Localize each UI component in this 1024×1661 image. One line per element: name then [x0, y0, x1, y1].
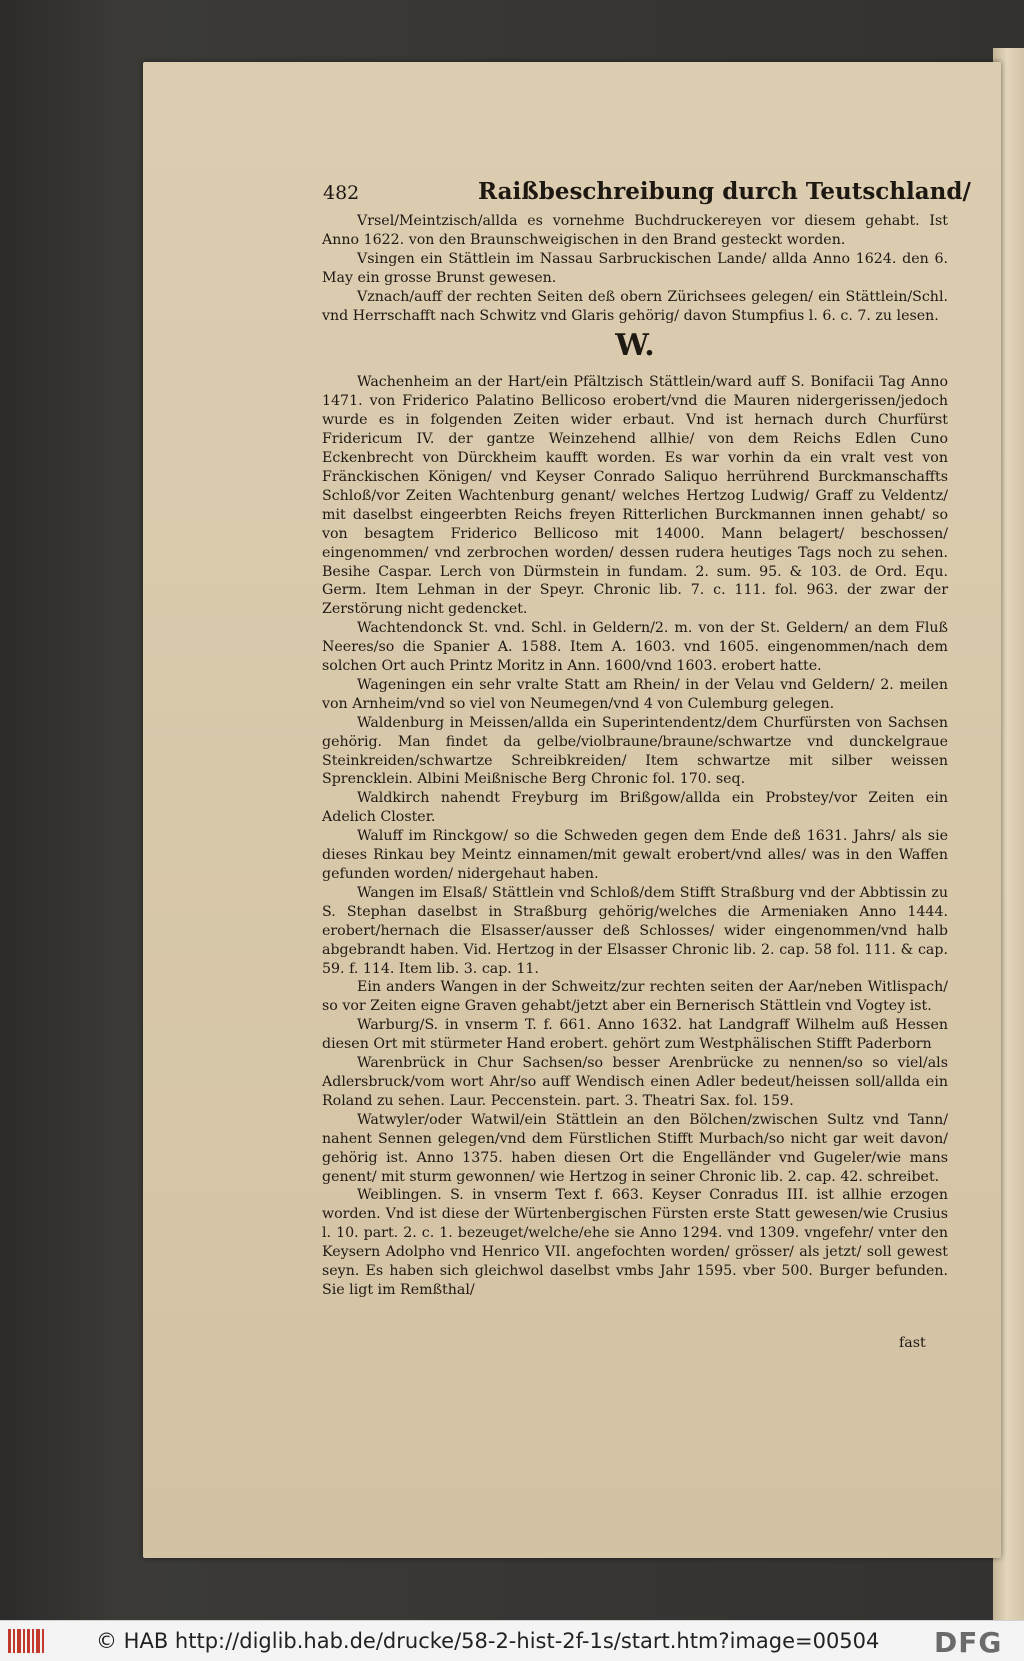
paragraph: Waluff im Rinckgow/ so die Schweden gegen dem Ende deß 1631. Jahrs/ als sie dieses Rinkau bey Meintz einnamen/mit gewalt erobert/vnd alles/ was in den Waffen gefunden worden/ nidergehaut haben.: [322, 828, 948, 882]
paragraph: Waldenburg in Meissen/allda ein Superintendentz/dem Churfürsten von Sachsen gehörig. Man findet da gelbe/violbraune/braune/schwartze vnd dunckelgraue Steinkreiden/schwartze Schreibkreiden/ Item schwartze mit silber weissen Sprencklein. Albini Meißnische Berg Chronic fol. 170. seq.: [322, 714, 948, 788]
viewer-footer: [0, 1620, 1024, 1661]
barcode-library-icon: [6, 1626, 46, 1656]
paragraph: Vrsel/Meintzisch/allda es vornehme Buchdruckereyen vor diesem gehabt. Ist Anno 1622. von den Braunschweigischen in den Brand gesteckt worden.: [322, 213, 948, 248]
paragraph: Watwyler/oder Watwil/ein Stättlein an den Bölchen/zwischen Sultz vnd Tann/ nahent Sennen gelegen/vnd dem Fürstlichen Stifft Murbach/so nicht gar weit davon/ gehörig ist. Anno 1375. haben diesen Ort die Engelländer vnd Gugeler/wie mans genent/ mit sturm gewonnen/ wie Hertzog in seiner Chronic lib. 2. cap. 42. schreibet.: [322, 1111, 948, 1185]
catchword: fast: [899, 1335, 926, 1351]
paragraph: Wachenheim an der Hart/ein Pfältzisch Stättlein/ward auff S. Bonifacii Tag Anno 1471. von Friderico Palatino Bellicoso erobert/vnd die Mauren nidergerissen/jedoch wurde es in folgenden Zeiten wider erbaut. Vnd ist hernach durch Churfürst Fridericum IV. der gantze Weinzehend allhie/ von dem Reichs Edlen Cuno Eckenbrecht von Dürckheim kaufft worden. Es war vorhin da ein vralt vest von Fränckischen Königen/ vnd Keyser Conrado Saliquo herrührend Burckmanschaffts Schloß/vor Zeiten Wachtenburg genant/ welches Hertzog Ludwig/ Graff zu Veldentz/ mit daselbst eingeerbten Reichs freyen Ritterlichen Burckmannen innen gehabt/ so von besagtem Friderico Bellicoso mit 14000. Mann belagert/ beschossen/ eingenommen/ vnd zerbrochen worden/ dessen rudera heutiges Tags noch zu sehen. Besihe Caspar. Lerch von Dürmstein in fundam. 2. sum. 95. & 103. de Ord. Equ. Germ. Item Lehman in der Speyr. Chronic lib. 7. c. 111. fol. 963. der zwar der Zerstörung nicht gedencket.: [322, 374, 948, 618]
paragraph: Warenbrück in Chur Sachsen/so besser Arenbrücke zu nennen/so so viel/als Adlersbruck/vom wort Ahr/so auff Wendisch einen Adler bedeut/heissen soll/allda ein Roland zu sehen. Laur. Peccenstein. part. 3. Theatri Sax. fol. 159.: [322, 1055, 948, 1109]
paragraph: Vznach/auff der rechten Seiten deß obern Zürichsees gelegen/ ein Stättlein/Schl. vnd Herrschafft nach Schwitz vnd Glaris gehörig/ davon Stumpfius l. 6. c. 7. zu lesen.: [322, 288, 948, 324]
page-header: [323, 178, 971, 210]
paragraph: Warburg/S. in vnserm T. f. 661. Anno 1632. hat Landgraff Wilhelm auß Hessen diesen Ort mit stürmeter Hand erobert. gehört zum Westphälischen Stifft Paderborn: [322, 1017, 948, 1053]
text-block: [322, 212, 948, 1300]
running-title: Raißbeschreibung durch Teutschland/: [478, 178, 971, 205]
paragraph: Wageningen ein sehr vralte Statt am Rhein/ in der Velau vnd Geldern/ 2. meilen von Arnheim/vnd so viel von Neumegen/vnd 4 von Culemburg gelegen.: [322, 676, 948, 712]
paragraph: Weiblingen. S. in vnserm Text f. 663. Keyser Conradus III. ist allhie erzogen worden. Vnd ist diese der Würtenbergischen Fürsten erste Statt gewesen/wie Crusius l. 10. part. 2. c. 1. bezeuget/welche/ehe sie Anno 1294. vnd 1309. vngefehr/ vnter den Keysern Adolpho vnd Henrico VII. angefochten worden/ grösser/ als jetzt/ soll gewest seyn. Es haben sich gleichwol daselbst vmbs Jahr 1595. vber 500. Burger befunden. Sie ligt im Remßthal/: [322, 1187, 948, 1298]
paragraph: Vsingen ein Stättlein im Nassau Sarbruckischen Lande/ allda Anno 1624. den 6. May ein grosse Brunst gewesen.: [322, 250, 948, 286]
paragraph: Wachtendonck St. vnd. Schl. in Geldern/2. m. von der St. Geldern/ an dem Fluß Neeres/so die Spanier A. 1588. Item A. 1603. vnd 1605. eingenommen/nach dem solchen Ort auch Printz Moritz in Ann. 1600/vnd 1603. erobert hatte.: [322, 620, 948, 675]
dfg-logo: DFG: [934, 1626, 1003, 1659]
paragraph: Wangen im Elsaß/ Stättlein vnd Schloß/dem Stifft Straßburg vnd der Abbtissin zu S. Stephan daselbst in Straßburg gehörig/welches die Armeniaken Anno 1444. erobert/hernach die Elsasser/ausser deß Schlosses/ wider eingenommen/vnd halb abgebrandt haben. Vid. Hertzog in der Elsasser Chronic lib. 2. cap. 58 fol. 111. & cap. 59. f. 114. Item lib. 3. cap. 11.: [322, 884, 948, 977]
section-letter: W.: [615, 328, 655, 364]
source-url[interactable]: © HAB http://diglib.hab.de/drucke/58-2-hist-2f-1s/start.htm?image=00504: [96, 1629, 880, 1653]
page-number: 482: [323, 182, 360, 204]
paragraph: Waldkirch nahendt Freyburg im Brißgow/allda ein Probstey/vor Zeiten ein Adelich Closter.: [322, 790, 948, 826]
paragraph: Ein anders Wangen in der Schweitz/zur rechten seiten der Aar/neben Witlispach/ so vor Zeiten eigne Graven gehabt/jetzt aber ein Bernerisch Stättlein vnd Vogtey ist.: [322, 979, 948, 1015]
